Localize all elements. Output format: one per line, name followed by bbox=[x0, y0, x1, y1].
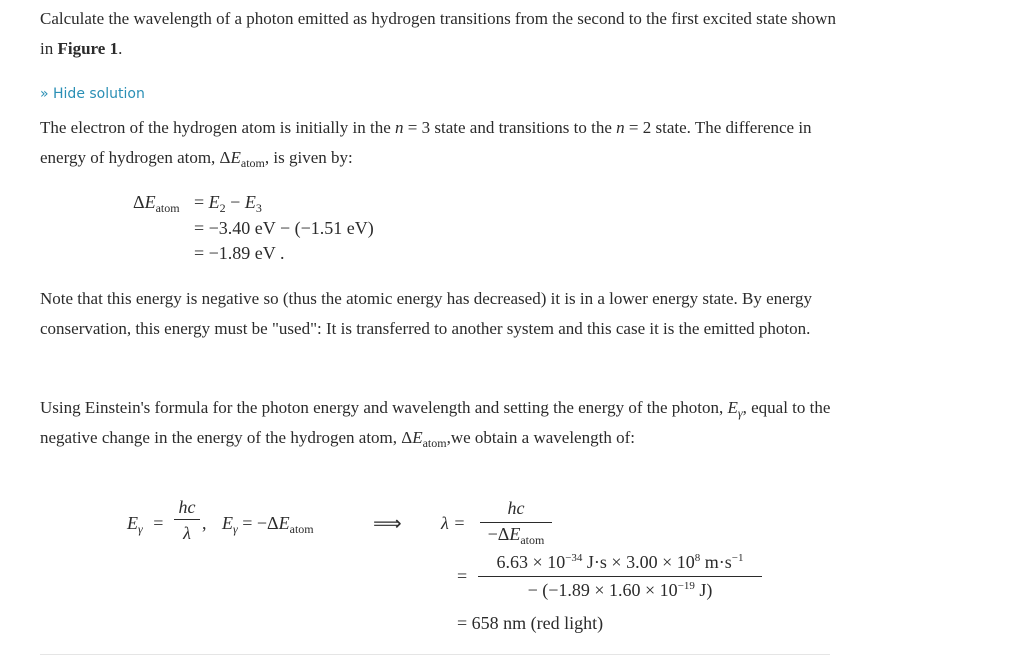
eq2-photon-energy-lhs: $E_\gamma$ = bbox=[127, 513, 164, 536]
lambda-equals: λ = bbox=[441, 513, 466, 533]
hc-over-lambda-fraction: hc λ bbox=[174, 497, 200, 543]
solution-paragraph-3: Using Einstein's formula for the photon energy and wavelength and setting the energy of the photon, $E_\gamma$, equal to the negative change in the energy of the hydrogen atom, $\Delta E_{atom},we$ obtain a wavelength of: bbox=[40, 398, 831, 450]
wavelength-result: = 658 nm (red light) bbox=[457, 613, 604, 633]
eq1-row-1: = $E_2 - E_3$ bbox=[194, 192, 262, 215]
solution-paragraph-1: The electron of the hydrogen atom is initially in the n = 3 state and transitions to the n = 2 state. The difference in energy of hydrogen atom, $\Delta E_{atom}$, is given by: bbox=[40, 118, 812, 170]
eq1-row-2: = −3.40 eV − (−1.51 eV) bbox=[194, 218, 374, 238]
solution-paragraph-2: Note that this energy is negative so (thus the atomic energy has decreased) it is in a lower energy state. By energy conservation, this energy must be "used": It is transferred to another system and this case it is the emitted photon. bbox=[40, 289, 813, 338]
divider bbox=[40, 654, 830, 655]
eq2-photon-energy-relation: $E_\gamma = -\Delta E_{atom}$ bbox=[222, 513, 314, 536]
eq1-lhs: $\Delta E_{atom}$ bbox=[133, 192, 180, 215]
hide-solution-link[interactable]: » Hide solution bbox=[40, 86, 145, 102]
question-text: Calculate the wavelength of a photon emitted as hydrogen transitions from the second to the first excited state shown in Figure 1. bbox=[40, 9, 836, 58]
hc-over-delta-e-fraction: hc $-\Delta E_{atom}$ bbox=[480, 498, 552, 544]
implies-arrow: ⟹ bbox=[373, 513, 402, 535]
numeric-wavelength-fraction: $6.63 \times 10^{-34}$ $J\cdot s \times 3.00 \times 10^8$ $m\cdot s^{-1}$ − ($-1.89 \times 1.60 \times 10^{-19}$ J) bbox=[478, 552, 762, 600]
eq1-row-3: = −1.89 eV . bbox=[194, 243, 285, 263]
figure-reference[interactable]: Figure 1 bbox=[57, 39, 119, 58]
